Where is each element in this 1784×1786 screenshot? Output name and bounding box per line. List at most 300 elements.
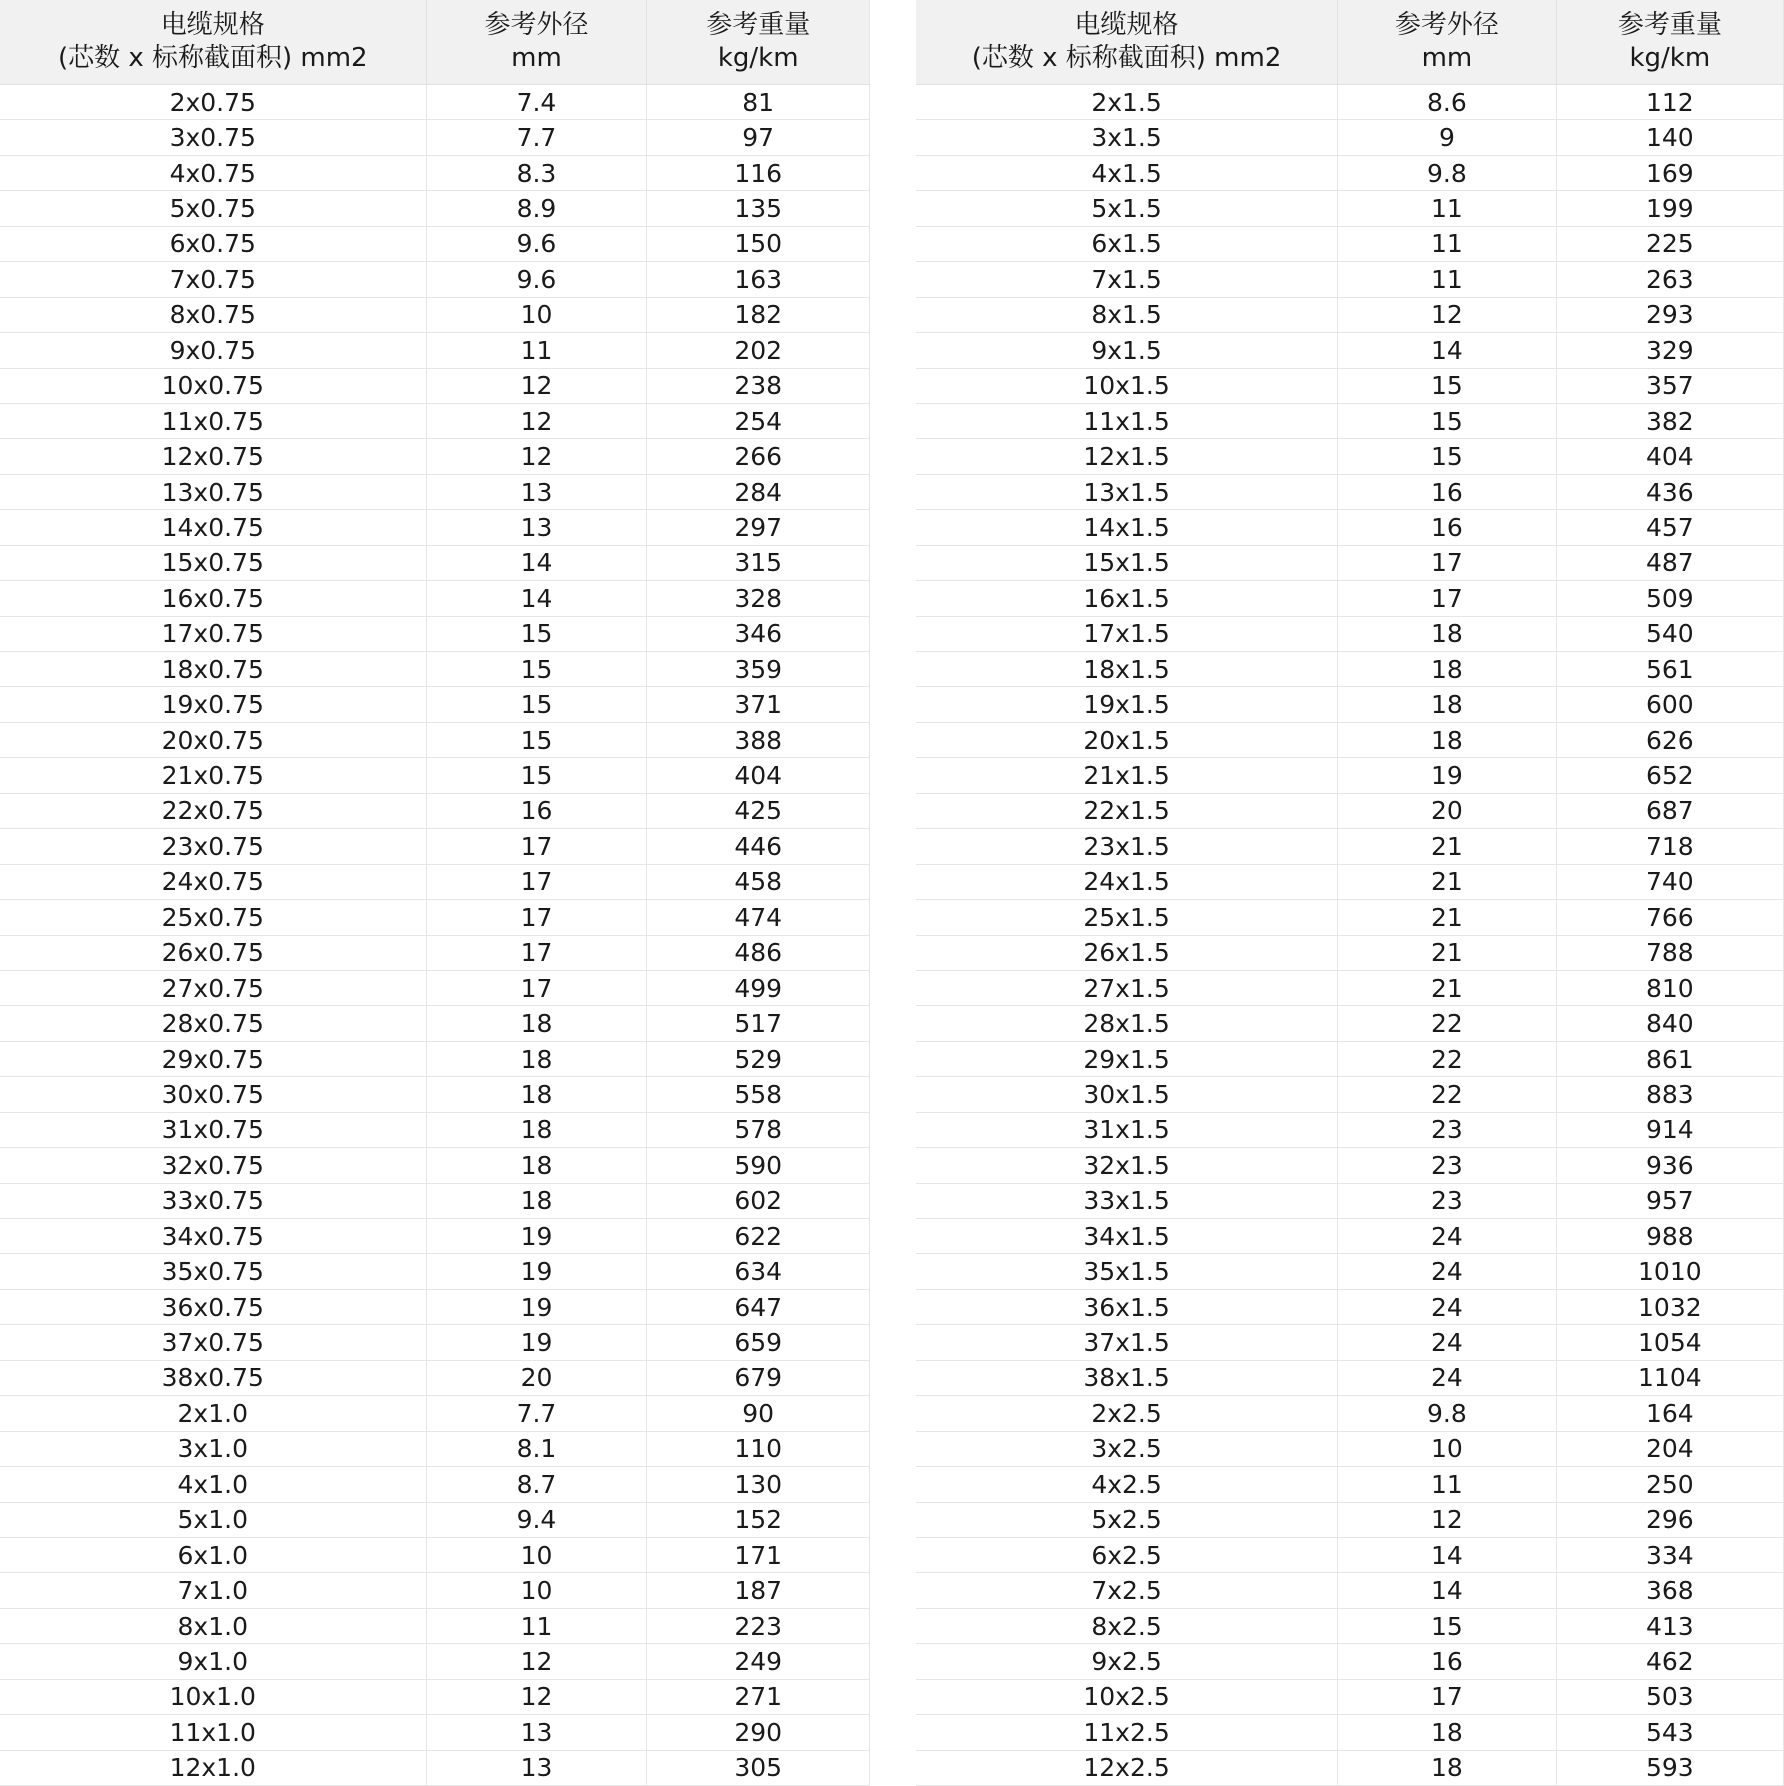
spec-cell: 28x0.75 [0,1006,426,1041]
weight-cell: 152 [647,1502,870,1537]
weight-cell: 487 [1556,545,1783,580]
weight-cell: 718 [1556,829,1783,864]
table-row [0,1360,870,1395]
diameter-cell: 7.7 [426,1396,647,1431]
diameter-cell: 11 [426,1608,647,1643]
spec-cell: 37x0.75 [0,1325,426,1360]
spec-cell: 7x1.5 [916,262,1338,297]
table-row [916,935,1784,970]
diameter-cell: 9.8 [1338,1396,1557,1431]
diameter-cell: 22 [1338,1006,1557,1041]
spec-cell: 26x0.75 [0,935,426,970]
weight-cell: 413 [1556,1608,1783,1643]
spec-cell: 7x2.5 [916,1573,1338,1608]
weight-cell: 509 [1556,581,1783,616]
weight-cell: 446 [647,829,870,864]
weight-cell: 81 [647,85,870,120]
diameter-cell: 7.7 [426,120,647,155]
spec-cell: 35x0.75 [0,1254,426,1289]
header-unit: kg/km [717,43,799,73]
table-row [916,155,1784,190]
diameter-cell: 10 [1338,1431,1557,1466]
spec-cell: 11x0.75 [0,403,426,438]
weight-cell: 382 [1556,403,1783,438]
diameter-cell: 21 [1338,970,1557,1005]
spec-header [0,0,426,85]
table-row [0,652,870,687]
spec-header [916,0,1338,85]
spec-cell: 22x0.75 [0,793,426,828]
table-row [916,1254,1784,1289]
diameter-cell: 18 [1338,616,1557,651]
diameter-cell: 19 [426,1219,647,1254]
weight-cell: 329 [1556,333,1783,368]
diameter-cell: 12 [1338,297,1557,332]
table-row [916,1148,1784,1183]
diameter-cell: 20 [426,1360,647,1395]
spec-cell: 2x1.5 [916,85,1338,120]
spec-cell: 22x1.5 [916,793,1338,828]
table-row [0,1183,870,1218]
table-row [916,1750,1784,1785]
diameter-cell: 20 [1338,793,1557,828]
weight-cell: 687 [1556,793,1783,828]
weight-cell: 486 [647,935,870,970]
diameter-cell: 24 [1338,1289,1557,1324]
diameter-cell: 24 [1338,1219,1557,1254]
table-row [916,297,1784,332]
spec-cell: 17x0.75 [0,616,426,651]
spec-cell: 23x0.75 [0,829,426,864]
table-row [916,581,1784,616]
table-row [0,1041,870,1076]
diameter-cell: 17 [1338,1679,1557,1714]
spec-cell: 34x0.75 [0,1219,426,1254]
table-row [0,1644,870,1679]
table-row [916,1608,1784,1643]
spec-cell: 10x1.0 [0,1679,426,1714]
diameter-cell: 14 [1338,1573,1557,1608]
weight-cell: 957 [1556,1183,1783,1218]
diameter-cell: 23 [1338,1112,1557,1147]
diameter-cell: 13 [426,1750,647,1785]
table-row [0,262,870,297]
table-row [916,439,1784,474]
spec-cell: 10x1.5 [916,368,1338,403]
header-title: 参考重量 [706,10,811,40]
table-row [0,85,870,120]
diameter-cell: 17 [426,864,647,899]
diameter-cell: 19 [426,1254,647,1289]
diameter-cell: 15 [426,687,647,722]
diameter-cell: 12 [426,368,647,403]
spec-cell: 12x1.5 [916,439,1338,474]
diameter-cell: 15 [426,758,647,793]
table-row [0,297,870,332]
spec-cell: 31x0.75 [0,1112,426,1147]
diameter-cell: 14 [426,581,647,616]
spec-cell: 8x1.5 [916,297,1338,332]
spec-cell: 19x1.5 [916,687,1338,722]
weight-cell: 223 [647,1608,870,1643]
table-row [0,1679,870,1714]
diameter-cell: 12 [1338,1502,1557,1537]
table-row [916,758,1784,793]
weight-cell: 334 [1556,1537,1783,1572]
diameter-cell: 11 [426,333,647,368]
spec-cell: 15x0.75 [0,545,426,580]
diameter-cell: 8.9 [426,191,647,226]
spec-cell: 30x1.5 [916,1077,1338,1112]
weight-cell: 182 [647,297,870,332]
spec-cell: 29x1.5 [916,1041,1338,1076]
spec-cell: 9x2.5 [916,1644,1338,1679]
table-row [0,793,870,828]
spec-cell: 36x0.75 [0,1289,426,1324]
table-row [0,616,870,651]
weight-cell: 254 [647,403,870,438]
spec-cell: 33x1.5 [916,1183,1338,1218]
spec-cell: 18x0.75 [0,652,426,687]
spec-cell: 18x1.5 [916,652,1338,687]
table-row [916,191,1784,226]
table-row [0,935,870,970]
diameter-cell: 11 [1338,262,1557,297]
weight-cell: 529 [647,1041,870,1076]
weight-cell: 297 [647,510,870,545]
diameter-cell: 21 [1338,829,1557,864]
weight-cell: 740 [1556,864,1783,899]
spec-table [0,0,870,1786]
table-row [0,1502,870,1537]
table-row [916,403,1784,438]
weight-cell: 315 [647,545,870,580]
diameter-cell: 18 [1338,1715,1557,1750]
diameter-cell: 17 [426,900,647,935]
diameter-cell: 21 [1338,935,1557,970]
diameter-cell: 17 [1338,581,1557,616]
table-row [0,1537,870,1572]
spec-cell: 4x0.75 [0,155,426,190]
weight-cell: 368 [1556,1573,1783,1608]
weight-cell: 883 [1556,1077,1783,1112]
table-row [0,1254,870,1289]
weight-cell: 116 [647,155,870,190]
spec-cell: 3x1.5 [916,120,1338,155]
weight-cell: 1032 [1556,1289,1783,1324]
spec-cell: 34x1.5 [916,1219,1338,1254]
diameter-cell: 12 [426,1679,647,1714]
weight-cell: 250 [1556,1467,1783,1502]
table-row [916,1219,1784,1254]
spec-cell: 8x1.0 [0,1608,426,1643]
weight-cell: 540 [1556,616,1783,651]
weight-cell: 988 [1556,1219,1783,1254]
spec-cell: 2x2.5 [916,1396,1338,1431]
spec-cell: 11x1.0 [0,1715,426,1750]
spec-cell: 3x2.5 [916,1431,1338,1466]
weight-cell: 914 [1556,1112,1783,1147]
diameter-cell: 10 [426,297,647,332]
weight-cell: 202 [647,333,870,368]
weight-cell: 458 [647,864,870,899]
spec-cell: 30x0.75 [0,1077,426,1112]
weight-cell: 271 [647,1679,870,1714]
table-row [916,1679,1784,1714]
table-row [916,1715,1784,1750]
weight-cell: 462 [1556,1644,1783,1679]
spec-cell: 38x1.5 [916,1360,1338,1395]
diameter-cell: 10 [426,1573,647,1608]
weight-cell: 284 [647,474,870,509]
spec-cell: 38x0.75 [0,1360,426,1395]
spec-cell: 6x2.5 [916,1537,1338,1572]
weight-cell: 634 [647,1254,870,1289]
table-row [916,474,1784,509]
weight-cell: 679 [647,1360,870,1395]
spec-cell: 31x1.5 [916,1112,1338,1147]
diameter-cell: 22 [1338,1041,1557,1076]
weight-cell: 290 [647,1715,870,1750]
weight-cell: 425 [647,793,870,828]
table-row [916,1502,1784,1537]
weight-cell: 622 [647,1219,870,1254]
spec-cell: 12x2.5 [916,1750,1338,1785]
table-row [916,226,1784,261]
diameter-cell: 8.3 [426,155,647,190]
spec-cell: 35x1.5 [916,1254,1338,1289]
spec-cell: 13x1.5 [916,474,1338,509]
weight-cell: 359 [647,652,870,687]
table-row [0,1325,870,1360]
weight-cell: 110 [647,1431,870,1466]
spec-cell: 4x1.0 [0,1467,426,1502]
table-row [0,1219,870,1254]
table-row [916,262,1784,297]
diameter-cell: 21 [1338,900,1557,935]
weight-cell: 766 [1556,900,1783,935]
diameter-cell: 14 [426,545,647,580]
diameter-cell: 11 [1338,1467,1557,1502]
table-row [916,1289,1784,1324]
table-row [0,1396,870,1431]
table-row [0,226,870,261]
table-row [0,1608,870,1643]
spec-cell: 8x2.5 [916,1608,1338,1643]
weight-cell: 388 [647,722,870,757]
table-row [0,439,870,474]
diameter-cell: 18 [426,1112,647,1147]
table-row [916,1077,1784,1112]
spec-cell: 15x1.5 [916,545,1338,580]
diameter-cell: 15 [1338,1608,1557,1643]
table-row [0,191,870,226]
spec-cell: 16x0.75 [0,581,426,616]
table-row [0,155,870,190]
diameter-cell: 16 [1338,1644,1557,1679]
weight-cell: 249 [647,1644,870,1679]
weight-cell: 97 [647,120,870,155]
weight-cell: 204 [1556,1431,1783,1466]
table-row [916,1573,1784,1608]
diameter-cell: 11 [1338,191,1557,226]
table-row [916,652,1784,687]
spec-cell: 27x0.75 [0,970,426,1005]
diameter-cell: 12 [426,403,647,438]
diameter-cell: 15 [426,616,647,651]
table-row [0,1467,870,1502]
weight-cell: 647 [647,1289,870,1324]
header-title: 电缆规格 [1074,10,1179,40]
weight-cell: 140 [1556,120,1783,155]
weight-cell: 199 [1556,191,1783,226]
weight-cell: 474 [647,900,870,935]
spec-cell: 27x1.5 [916,970,1338,1005]
table-row [916,722,1784,757]
weight-cell: 593 [1556,1750,1783,1785]
spec-cell: 13x0.75 [0,474,426,509]
table-row [916,1396,1784,1431]
diameter-cell: 18 [1338,652,1557,687]
diameter-cell: 15 [426,652,647,687]
table-row [916,970,1784,1005]
table-row [0,1715,870,1750]
diameter-cell: 18 [426,1148,647,1183]
weight-cell: 225 [1556,226,1783,261]
spec-cell: 12x1.0 [0,1750,426,1785]
table-row [0,1006,870,1041]
weight-cell: 164 [1556,1396,1783,1431]
weight-cell: 404 [647,758,870,793]
spec-cell: 5x1.5 [916,191,1338,226]
spec-cell: 33x0.75 [0,1183,426,1218]
weight-cell: 602 [647,1183,870,1218]
diameter-cell: 24 [1338,1254,1557,1289]
spec-cell: 9x0.75 [0,333,426,368]
table-row [916,1006,1784,1041]
table-row [916,1644,1784,1679]
header-title: 参考外径 [484,10,589,40]
diameter-cell: 10 [426,1537,647,1572]
table-row [0,829,870,864]
diameter-cell: 14 [1338,1537,1557,1572]
weight-cell: 558 [647,1077,870,1112]
weight-cell: 578 [647,1112,870,1147]
diameter-cell: 12 [426,1644,647,1679]
table-row [916,333,1784,368]
spec-cell: 3x1.0 [0,1431,426,1466]
table-row [0,687,870,722]
diameter-cell: 8.7 [426,1467,647,1502]
diameter-cell: 18 [426,1077,647,1112]
table-row [916,687,1784,722]
spec-cell: 24x0.75 [0,864,426,899]
table-row [0,120,870,155]
diameter-cell: 18 [1338,722,1557,757]
weight-cell: 130 [647,1467,870,1502]
diameter-cell: 18 [426,1041,647,1076]
spec-cell: 14x0.75 [0,510,426,545]
spec-cell: 37x1.5 [916,1325,1338,1360]
diameter-cell: 18 [426,1006,647,1041]
weight-cell: 788 [1556,935,1783,970]
diameter-cell: 23 [1338,1183,1557,1218]
spec-cell: 3x0.75 [0,120,426,155]
diameter-cell: 18 [426,1183,647,1218]
weight-cell: 652 [1556,758,1783,793]
spec-cell: 32x0.75 [0,1148,426,1183]
spec-cell: 24x1.5 [916,864,1338,899]
diameter-cell: 9 [1338,120,1557,155]
weight-cell: 90 [647,1396,870,1431]
table-row [916,616,1784,651]
spec-cell: 9x1.5 [916,333,1338,368]
spec-cell: 5x0.75 [0,191,426,226]
diameter-cell: 13 [426,510,647,545]
header-row [0,0,870,85]
weight-cell: 936 [1556,1148,1783,1183]
cable-spec-table-left [0,0,870,1785]
diameter-cell: 9.8 [1338,155,1557,190]
diameter-cell: 17 [426,829,647,864]
spec-cell: 10x2.5 [916,1679,1338,1714]
weight-cell: 436 [1556,474,1783,509]
weight-cell: 171 [647,1537,870,1572]
table-row [916,368,1784,403]
weight-cell: 263 [1556,262,1783,297]
table-row [0,1077,870,1112]
header-title: 参考重量 [1617,10,1722,40]
table-row [916,1467,1784,1502]
weight-header [1556,0,1783,85]
diameter-cell: 18 [1338,687,1557,722]
diameter-cell: 19 [426,1325,647,1360]
diameter-cell: 24 [1338,1360,1557,1395]
diameter-cell: 17 [1338,545,1557,580]
table-row [0,758,870,793]
diameter-cell: 24 [1338,1325,1557,1360]
diameter-cell: 7.4 [426,85,647,120]
diameter-cell: 9.6 [426,262,647,297]
spec-cell: 23x1.5 [916,829,1338,864]
spec-cell: 4x2.5 [916,1467,1338,1502]
weight-cell: 503 [1556,1679,1783,1714]
weight-cell: 169 [1556,155,1783,190]
spec-cell: 10x0.75 [0,368,426,403]
diameter-header [426,0,647,85]
diameter-cell: 23 [1338,1148,1557,1183]
spec-cell: 7x1.0 [0,1573,426,1608]
diameter-cell: 11 [1338,226,1557,261]
table-row [916,793,1784,828]
weight-cell: 163 [647,262,870,297]
table-row [0,1750,870,1785]
diameter-cell: 8.6 [1338,85,1557,120]
spec-cell: 21x1.5 [916,758,1338,793]
weight-cell: 561 [1556,652,1783,687]
table-row [916,1183,1784,1218]
header-unit: kg/km [1629,43,1711,73]
table-row [916,545,1784,580]
spec-cell: 8x0.75 [0,297,426,332]
table-row [916,510,1784,545]
weight-cell: 135 [647,191,870,226]
weight-cell: 840 [1556,1006,1783,1041]
header-unit: mm [1421,43,1473,73]
weight-cell: 810 [1556,970,1783,1005]
weight-cell: 150 [647,226,870,261]
table-row [916,900,1784,935]
